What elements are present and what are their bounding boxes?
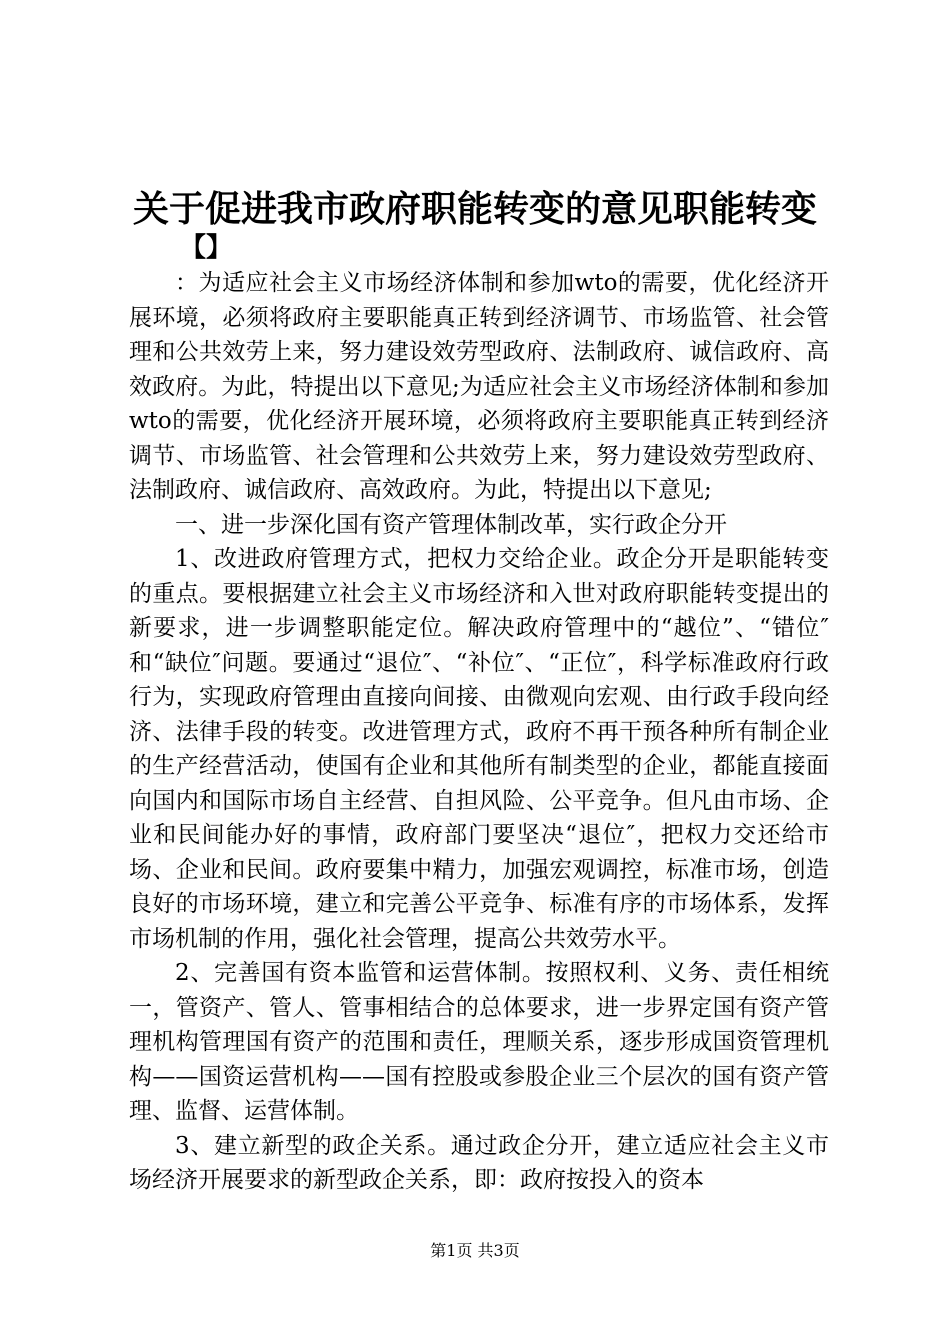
paragraph-item-1: 1、改进政府管理方式，把权力交给企业。政企分开是职能转变的重点。要根据建立社会主义市场经济和入世对政府职能转变提出的新要求，进一步调整职能定位。解决政府管理中的“越位”、“错位″和“缺位″问题。要通过“退位″、“补位″、“正位″，科学标准政府行政行为，实现政府管理由直接向间接、由微观向宏观、由行政手段向经济、法律手段的转变。改进管理方式，政府不再干预各种所有制企业的生产经营活动，使国有企业和其他所有制类型的企业，都能直接面向国内和国际市场自主经营、自担风险、公平竞争。但凡由市场、企业和民间能办好的事情，政府部门要坚决“退位″，把权力交还给市场、企业和民间。政府要集中精力，加强宏观调控，标准市场，创造良好的市场环境，建立和完善公平竞争、标准有序的市场体系，发挥市场机制的作用，强化社会管理，提高公共效劳水平。 (129, 546, 829, 952)
paragraph-intro: ：为适应社会主义市场经济体制和参加wto的需要，优化经济开展环境，必须将政府主要职能真正转到经济调节、市场监管、社会管理和公共效劳上来，努力建设效劳型政府、法制政府、诚信政府、高效政府。为此，特提出以下意见;为适应社会主义市场经济体制和参加wto的需要，优化经济开展环境，必须将政府主要职能真正转到经济调节、市场监管、社会管理和公共效劳上来，努力建设效劳型政府、法制政府、诚信政府、高效政府。为此，特提出以下意见; (129, 270, 829, 503)
document-bracket: 【】 (180, 233, 233, 263)
document-title: 关于促进我市政府职能转变的意见职能转变 (132, 188, 817, 230)
section-heading-1: 一、进一步深化国有资产管理体制改革，实行政企分开 (175, 511, 727, 538)
page-footer: 第1页 共3页 (430, 1241, 520, 1260)
paragraph-item-3: 3、建立新型的政企关系。通过政企分开，建立适应社会主义市场经济开展要求的新型政企关系，即：政府按投入的资本 (129, 1132, 829, 1193)
paragraph-item-2: 2、完善国有资本监管和运营体制。按照权利、义务、责任相统一，管资产、管人、管事相结合的总体要求，进一步界定国有资产管理机构管理国有资产的范围和责任，理顺关系，逐步形成国资管理机构——国资运营机构——国有控股或参股企业三个层次的国有资产管理、监督、运营体制。 (129, 960, 829, 1124)
document-body (129, 266, 829, 1198)
